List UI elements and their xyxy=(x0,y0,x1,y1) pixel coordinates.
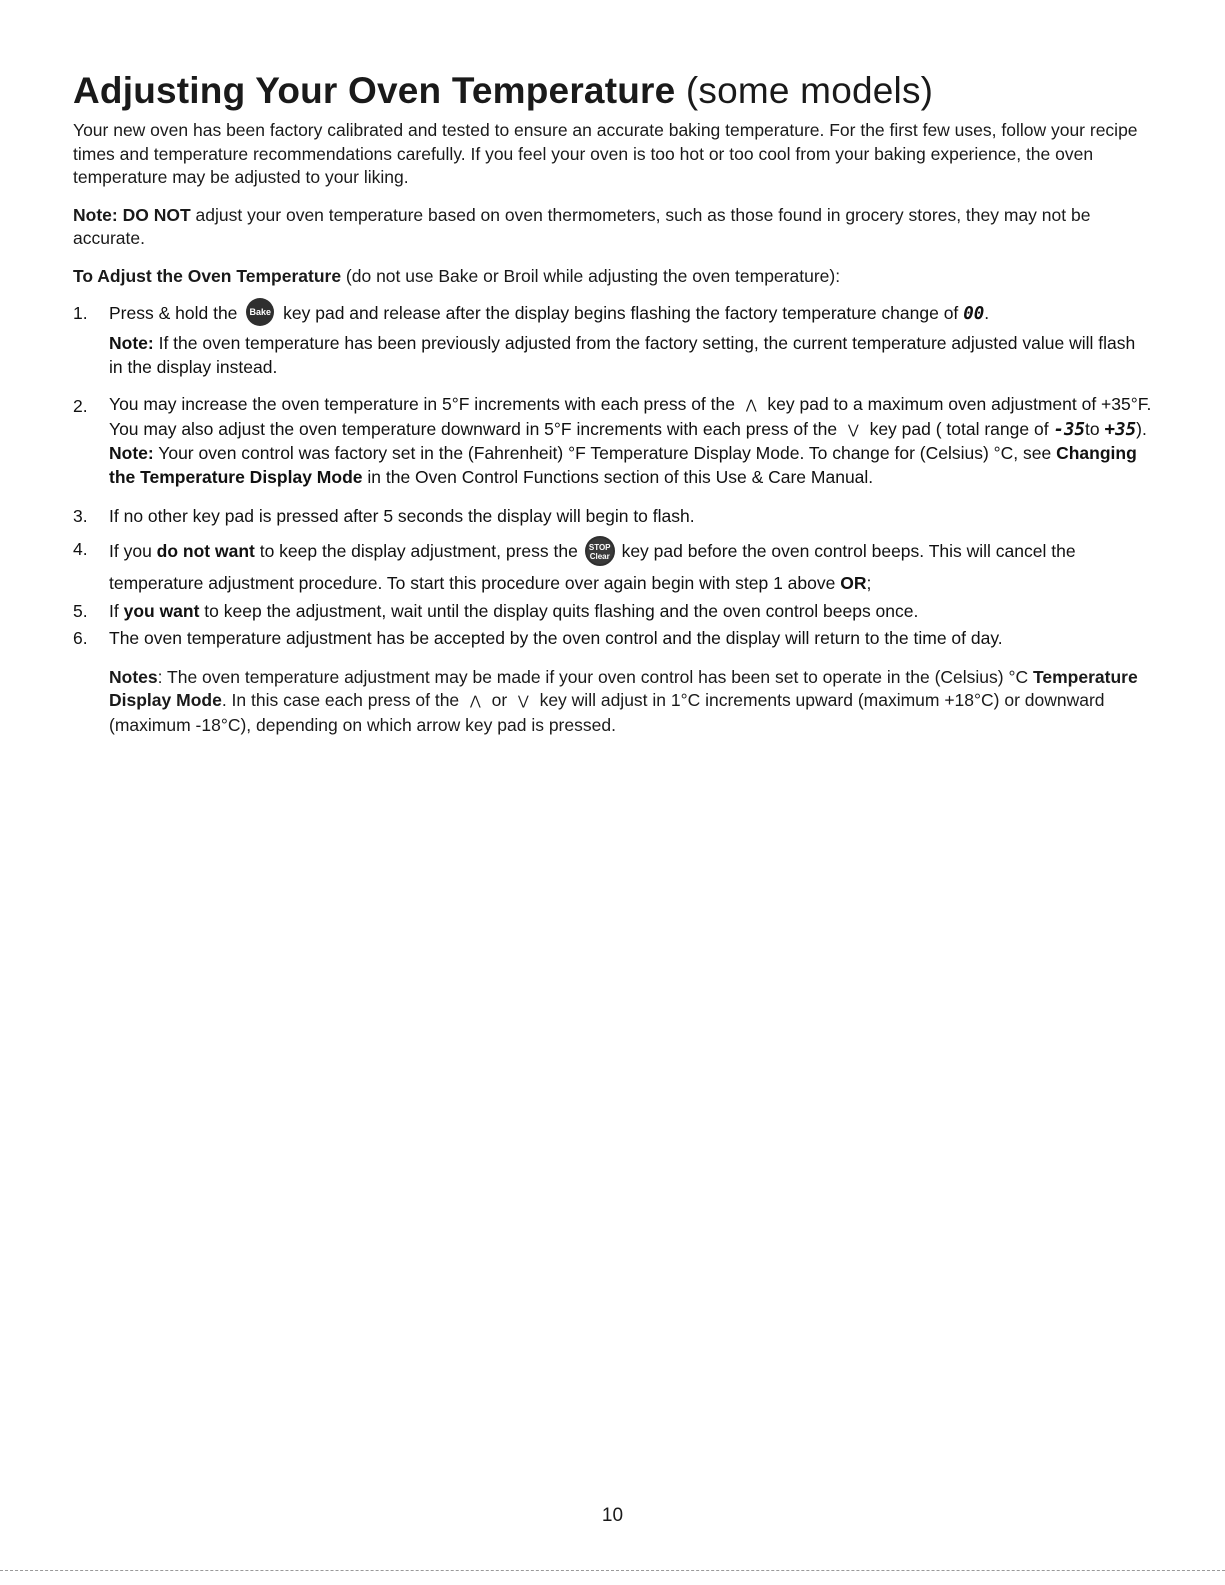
step-text: to keep the display adjustment, press the xyxy=(254,541,578,562)
step-text: . xyxy=(984,303,990,323)
step-text: The oven temperature adjustment has be accepted by the oven control and the display will return to the time of day. xyxy=(109,627,1003,648)
note-text: adjust your oven temperature based on oven thermometers, such as those found in grocery stores, they may not be accurate. xyxy=(73,204,1091,248)
title-suffix: (some models) xyxy=(685,70,934,111)
notes-label: Notes xyxy=(109,666,158,687)
step-number: 6. xyxy=(73,627,88,648)
intro-paragraph: Your new oven has been factory calibrated and tested to ensure an accurate baking temperature. For the first few uses, follow your recipe times and temperature recommendations carefully. If you feel your oven is too hot or too cool from your baking experience, the oven temperature may be adjusted to your liking. xyxy=(73,120,1138,187)
step-text: key pad and release after the display begins flashing the factory temperature change of xyxy=(283,303,959,323)
manual-page xyxy=(73,68,1153,737)
step-number: 5. xyxy=(73,600,88,621)
page-number: 10 xyxy=(601,1505,624,1526)
notes-emphasis: Temperature Display Mode xyxy=(109,666,1138,711)
step-5 xyxy=(73,598,1153,625)
step-6 xyxy=(73,625,1153,652)
notes-paragraph xyxy=(109,666,1153,738)
step-text: You may increase the oven temperature in 5°F increments with each press of the xyxy=(109,394,735,415)
page-bottom-divider xyxy=(0,1570,1225,1571)
step-text: Your oven control was factory set in the (Fahrenheit) °F Temperature Display Mode. To change for (Celsius) °C, see xyxy=(153,443,1057,464)
note-label: Note: DO NOT xyxy=(73,204,191,225)
notes-text: or xyxy=(491,690,508,711)
notes-text: : The oven temperature adjustment may be made if your oven control has been set to operate in the (Celsius) °C xyxy=(157,666,1033,687)
step-text: key pad before the oven control beeps. This will cancel the temperature adjustment procedure. To start this procedure over again begin with step 1 above xyxy=(109,541,1076,593)
adjust-heading xyxy=(73,265,1153,289)
note-text: If the oven temperature has been previously adjusted from the factory setting, the current temperature adjusted value will flash in the display instead. xyxy=(109,333,1136,377)
step-3 xyxy=(73,503,1153,530)
step-text: key pad ( total range of xyxy=(869,418,1049,439)
step-text: ; xyxy=(866,572,872,593)
note-paragraph xyxy=(73,204,1153,251)
step-text: to xyxy=(1085,418,1100,439)
range-high-value: +35 xyxy=(1104,419,1137,440)
up-arrow-icon: ⋀ xyxy=(745,397,757,413)
step-number: 2. xyxy=(73,396,88,417)
display-value: 00 xyxy=(963,304,985,324)
steps-list xyxy=(73,300,1153,652)
stop-clear-key-icon: STOP Clear xyxy=(585,536,615,566)
step-text: If no other key pad is pressed after 5 seconds the display will begin to flash. xyxy=(109,506,695,527)
note-label: Note: xyxy=(109,333,154,354)
step-text: Press & hold the xyxy=(109,303,238,323)
step-emphasis: do not want xyxy=(156,541,255,562)
step-2 xyxy=(73,393,1153,489)
range-low-value: -35 xyxy=(1053,419,1086,440)
up-arrow-icon: ⋀ xyxy=(470,693,481,709)
step-text: ). xyxy=(1136,418,1147,439)
step-number: 3. xyxy=(73,506,88,527)
step-1 xyxy=(73,300,1153,379)
down-arrow-icon: ⋁ xyxy=(848,421,859,437)
step-4 xyxy=(73,536,1153,597)
adjust-heading-bold: To Adjust the Oven Temperature xyxy=(73,265,342,286)
title-main: Adjusting Your Oven Temperature xyxy=(73,70,676,111)
step-number: 1. xyxy=(73,303,88,323)
step-text: in the Oven Control Functions section of this Use & Care Manual. xyxy=(362,466,874,487)
step-number: 4. xyxy=(73,539,88,560)
page-title xyxy=(73,68,1153,114)
temperature-mode-reference: Changing the Temperature Display Mode xyxy=(109,443,1137,487)
note-label: Note: xyxy=(109,443,154,464)
step-text: If you xyxy=(109,541,157,562)
step-1-note xyxy=(109,332,1153,379)
notes-text: . In this case each press of the xyxy=(221,690,460,711)
step-text: If xyxy=(109,600,124,621)
down-arrow-icon: ⋁ xyxy=(518,693,529,709)
step-text: to keep the adjustment, wait until the display quits flashing and the oven control beeps once. xyxy=(199,600,919,621)
step-emphasis: you want xyxy=(123,600,200,621)
adjust-heading-text: (do not use Bake or Broil while adjusting the oven temperature): xyxy=(341,265,841,286)
notes-text: key will adjust in 1°C increments upward (maximum +18°C) or downward (maximum -18°C), depending on which arrow key pad is pressed. xyxy=(109,690,1105,735)
bake-key-icon: Bake xyxy=(246,298,274,326)
step-text: key pad to a maximum oven adjustment of +35°F. You may also adjust the oven temperature downward in 5°F increments with each press of the xyxy=(109,394,1152,439)
step-emphasis: OR xyxy=(840,572,867,593)
